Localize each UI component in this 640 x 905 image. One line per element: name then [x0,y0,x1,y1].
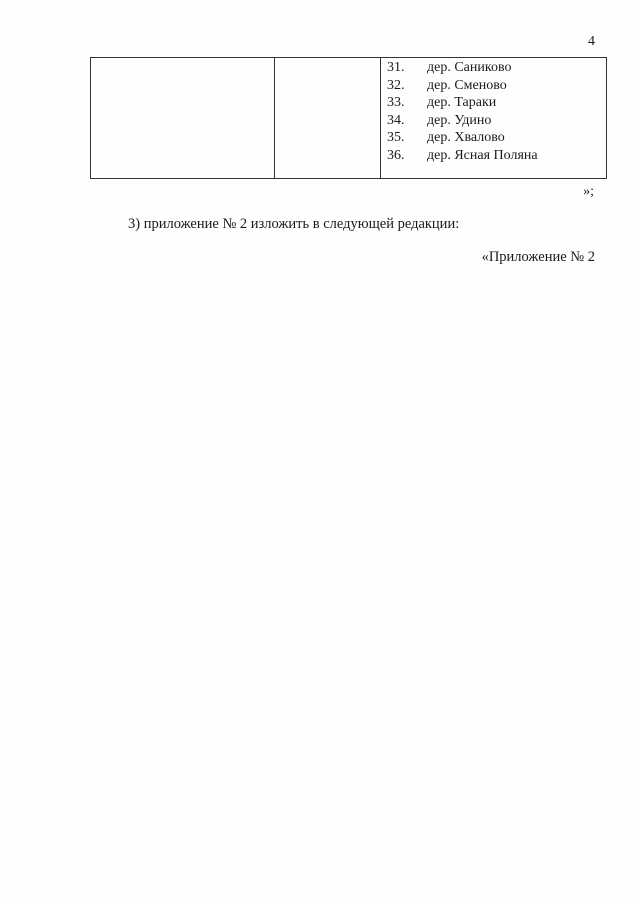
list-item [381,77,606,95]
list-item [381,94,606,112]
page-number: 4 [588,34,595,49]
list-item-number: 34. [387,112,405,128]
table-cell-empty-2 [275,58,381,178]
list-item-text: дер. Саниково [427,60,512,75]
table-cell-list [381,58,606,178]
list-item [381,112,606,130]
list-item-text: дер. Ясная Поляна [427,147,538,163]
table-cell-empty-1 [91,58,275,178]
list-item [381,147,606,165]
settlements-table [90,57,607,179]
closing-quote: »; [583,184,594,199]
list-item-number: 35. [387,130,405,145]
list-item [381,129,606,147]
list-item-text: дер. Тараки [427,95,497,110]
list-item-number: 36. [387,147,405,163]
list-item [381,59,606,77]
list-item-number: 33. [387,95,405,110]
list-item-number: 32. [387,77,405,93]
amendment-paragraph: 3) приложение № 2 изложить в следующей редакции: [128,216,460,232]
appendix-label: «Приложение № 2 [481,249,595,265]
list-item-text: дер. Сменово [427,77,507,93]
list-item-text: дер. Удино [427,112,492,128]
list-item-text: дер. Хвалово [427,130,505,145]
list-item-number: 31. [387,60,405,75]
